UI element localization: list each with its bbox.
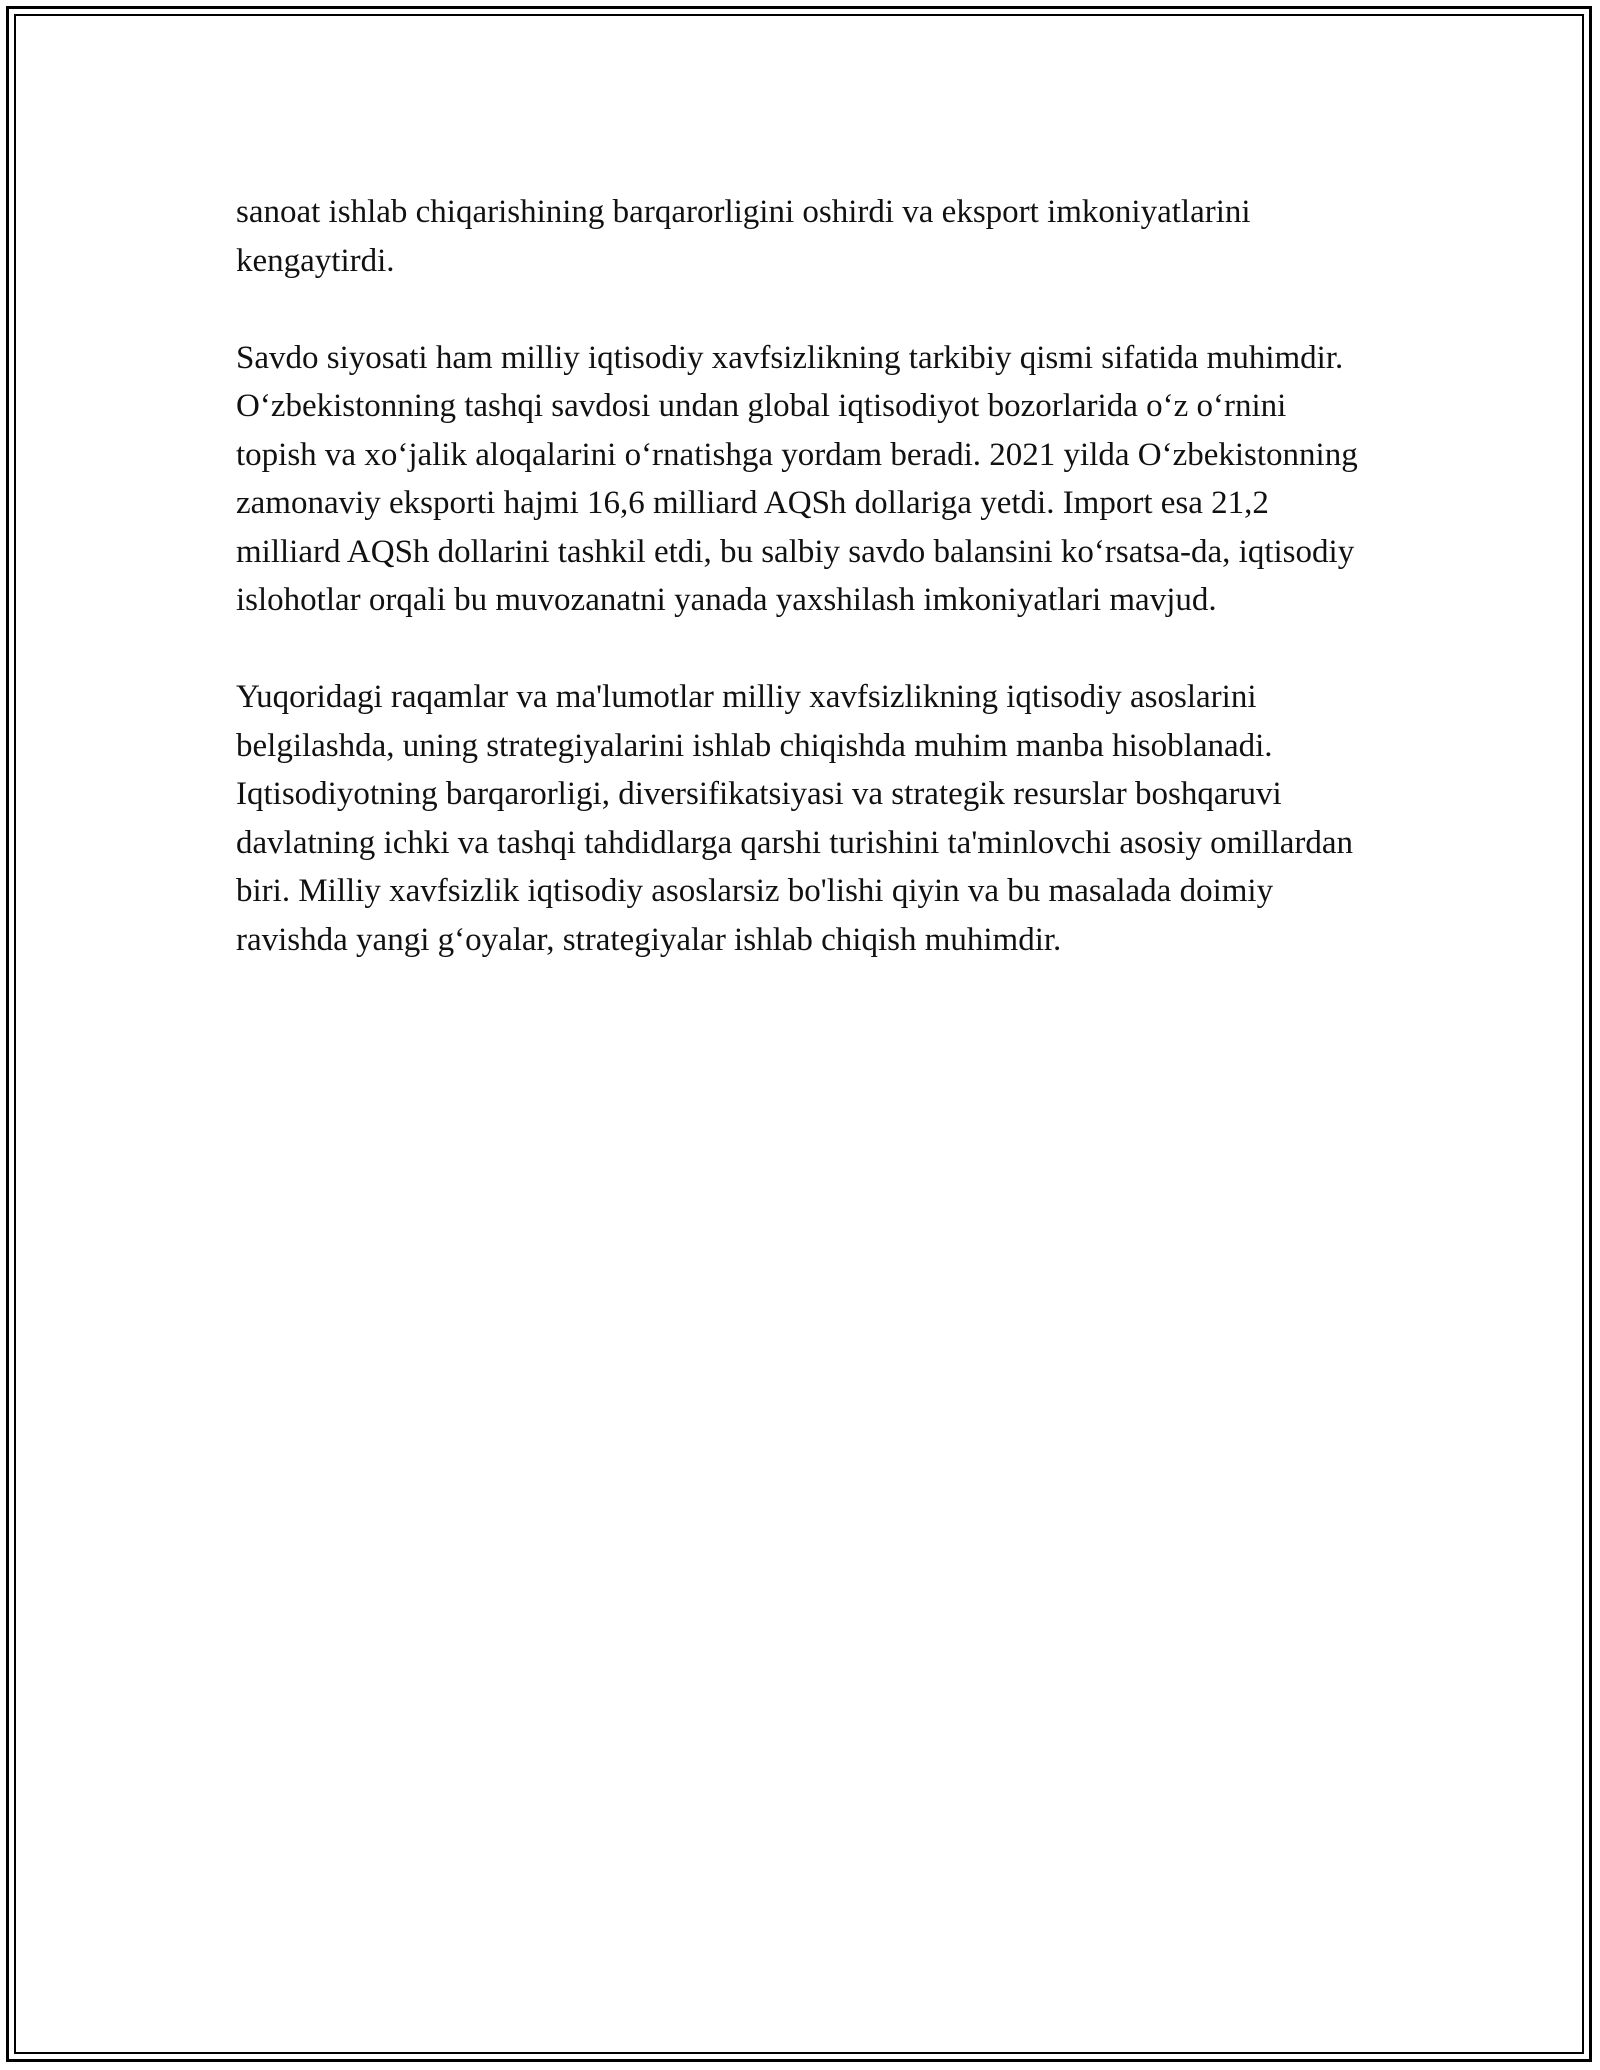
paragraph-2: Savdo siyosati ham milliy iqtisodiy xavfsizlikning tarkibiy qismi sifatida muhimdir. O‘zbekistonning tashqi savdosi undan global iqtisodiyot bozorlarida o‘z o‘rnini topish va xo‘jalik aloqalarini o‘rnatishga yordam beradi. 2021 yilda O‘zbekistonning zamonaviy eksporti hajmi 16,6 milliard AQSh dollariga yetdi. Import esa 21,2 milliard AQSh dollarini tashkil etdi, bu salbiy savdo balansini ko‘rsatsa-da, iqtisodiy islohotlar orqali bu muvozanatni yanada yaxshilash imkoniyatlari mavjud. — [236, 339, 1358, 618]
paragraph-1: sanoat ishlab chiqarishining barqarorligini oshirdi va eksport imkoniyatlarini kengaytirdi. — [236, 194, 1251, 279]
document-body — [236, 188, 1366, 1013]
paragraph-3: Yuqoridagi raqamlar va ma'lumotlar milliy xavfsizlikning iqtisodiy asoslarini belgilashda, uning strategiyalarini ishlab chiqishda muhim manba hisoblanadi. Iqtisodiyotning barqarorligi, diversifikatsiyasi va strategik resurslar boshqaruvi davlatning ichki va tashqi tahdidlarga qarshi turishini ta'minlovchi asosiy omillardan biri. Milliy xavfsizlik iqtisodiy asoslarsiz bo'lishi qiyin va bu masalada doimiy ravishda yangi g‘oyalar, strategiyalar ishlab chiqish muhimdir. — [236, 679, 1354, 958]
